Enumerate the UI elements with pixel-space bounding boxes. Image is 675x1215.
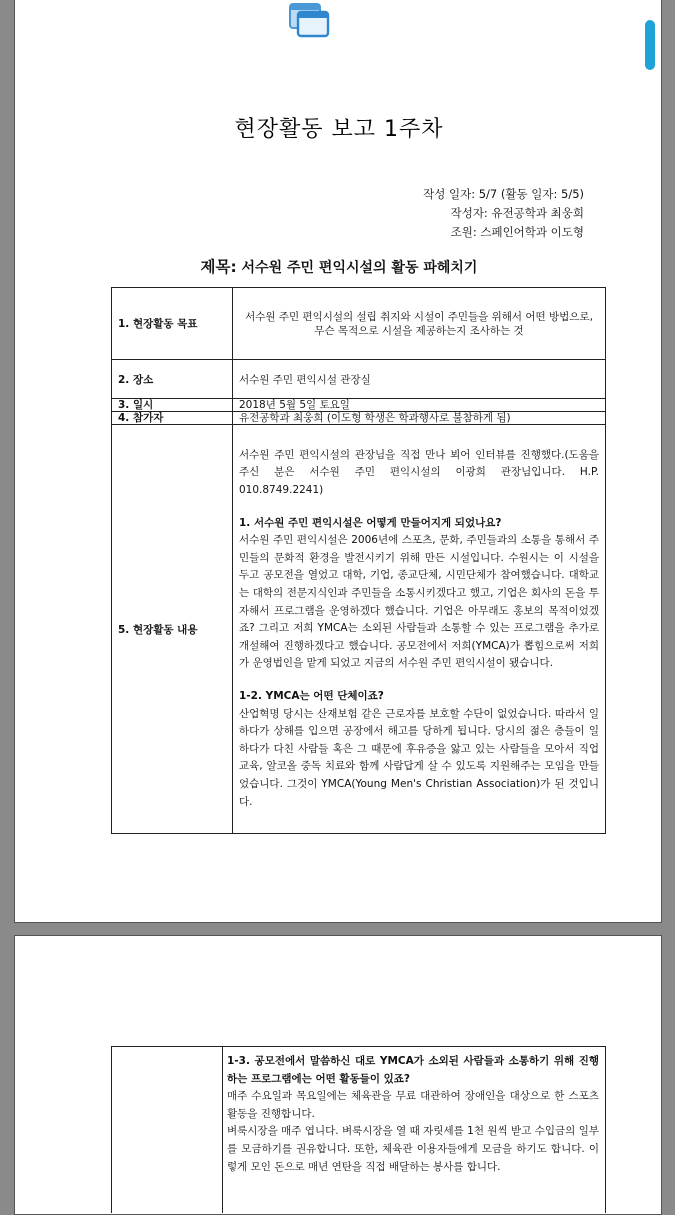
written-date: 작성 일자: 5/7 (활동 일자: 5/5) xyxy=(423,187,584,201)
place-text: 서수원 주민 편익시설 관장실 xyxy=(233,360,606,399)
document-title: 현장활동 보고 1주차 xyxy=(234,117,444,142)
answer-1-2: 산업혁명 당시는 산재보험 같은 근로자를 보호할 수단이 없었습니다. 따라서 일하다가 상해를 입으면 공장에서 해고를 당하게 됩니다. 당시의 젊은 층들이 일하다가 다친 사람들 혹은 그 때문에 후유증을 앓고 있는 사람들을 모아서 직업교육, 알코올 중독 치료와 함께 사람답게 살 수 있도록 지원해주는 모임을 만들었습니다. 그것이 YMCA(Young Men's Christian Association)가 된 것입니다. xyxy=(239,707,599,808)
table-row xyxy=(112,288,606,360)
scrollbar-thumb[interactable] xyxy=(645,20,655,70)
document-page-2 xyxy=(14,935,662,1215)
table-row xyxy=(112,399,606,412)
participants-header: 4. 참가자 xyxy=(112,412,233,425)
answer-1-3b: 벼룩시장을 매주 엽니다. 벼룩시장을 열 때 자릿세를 1천 원씩 받고 수입금의 일부를 모금하기를 권유합니다. 또한, 체육관 이용자들에게 모금을 하기도 합니다. 이렇게 모인 돈으로 매년 연탄을 직접 배달하는 봉사를 합니다. xyxy=(227,1125,599,1173)
author: 작성자: 유전공학과 최웅희 xyxy=(450,206,584,220)
goal-header: 1. 현장활동 목표 xyxy=(112,288,233,360)
answer-1-3a: 매주 수요일과 목요일에는 체육관을 무료 대관하여 장애인을 대상으로 한 스포츠 활동을 진행합니다. xyxy=(227,1090,599,1120)
report-table-continued xyxy=(111,1046,606,1213)
table-row xyxy=(112,1047,606,1214)
participants-text: 유전공학과 최웅희 (이도형 학생은 학과행사로 불참하게 됨) xyxy=(233,412,606,425)
window-icon[interactable] xyxy=(288,2,332,40)
subject-text: 서수원 주민 편익시설의 활동 파헤치기 xyxy=(236,260,478,276)
team-member: 조원: 스페인어학과 이도형 xyxy=(450,225,584,239)
subject-label: 제목: xyxy=(200,258,237,276)
spacer xyxy=(239,500,599,508)
question-1-3: 1-3. 공모전에서 말씀하신 대로 YMCA가 소외된 사람들과 소통하기 위해 진행하는 프로그램에는 어떤 활동들이 있죠? xyxy=(227,1055,599,1085)
document-page-1 xyxy=(14,0,662,923)
answer-1: 서수원 주민 편익시설은 2006년에 스포츠, 문화, 주민들과의 소통을 통해서 주민들의 문화적 환경을 발전시키기 위해 만든 시설입니다. 수원시는 이 시설을 두고 공모전을 열었고 대학, 기업, 종교단체, 시민단체가 참여했습니다. 대학교는 대학의 전문지식인과 주민들을 소통시키겠다고 했고, 기업은 회사의 돈을 투자해서 프로그램을 운영하겠다 했습니다. 기업은 아무래도 홍보의 목적이었겠죠? 그리고 저희 YMCA는 소외된 사람들과 소통할 수 있는 프로그램을 추가로 개설해여 진행하겠다고 했습니다. 공모전에서 저희(YMCA)가 뽑힘으로써 저희가 운영법인을 맡게 되었고 지금의 서수원 주민 편익시설이 됐습니다. xyxy=(239,534,599,670)
content-cell-continued xyxy=(223,1047,606,1214)
table-row xyxy=(112,360,606,399)
goal-text: 서수원 주민 편익시설의 설립 취지와 시설이 주민들을 위해서 어떤 방법으로, 무슨 목적으로 시설을 제공하는지 조사하는 것 xyxy=(233,288,606,360)
table-row xyxy=(112,425,606,834)
subject-line xyxy=(15,255,663,277)
question-1-2: 1-2. YMCA는 어떤 단체이죠? xyxy=(239,689,384,702)
report-table xyxy=(111,287,606,834)
spacer xyxy=(239,673,599,681)
date-header: 3. 일시 xyxy=(112,399,233,412)
table-row xyxy=(112,412,606,425)
date-text: 2018년 5월 5일 토요일 xyxy=(233,399,606,412)
question-1: 1. 서수원 주민 편익시설은 어떻게 만들어지게 되었나요? xyxy=(239,516,502,529)
content-cell xyxy=(233,425,606,834)
content-header: 5. 현장활동 내용 xyxy=(112,425,233,834)
content-intro: 서수원 주민 편익시설의 관장님을 직접 만나 뵈어 인터뷰를 진행했다.(도움을 주신 분은 서수원 주민 편익시설의 이광희 관장님입니다. H.P. 010.8749.2241) xyxy=(239,448,599,497)
empty-header-cell xyxy=(112,1047,223,1214)
place-header: 2. 장소 xyxy=(112,360,233,399)
